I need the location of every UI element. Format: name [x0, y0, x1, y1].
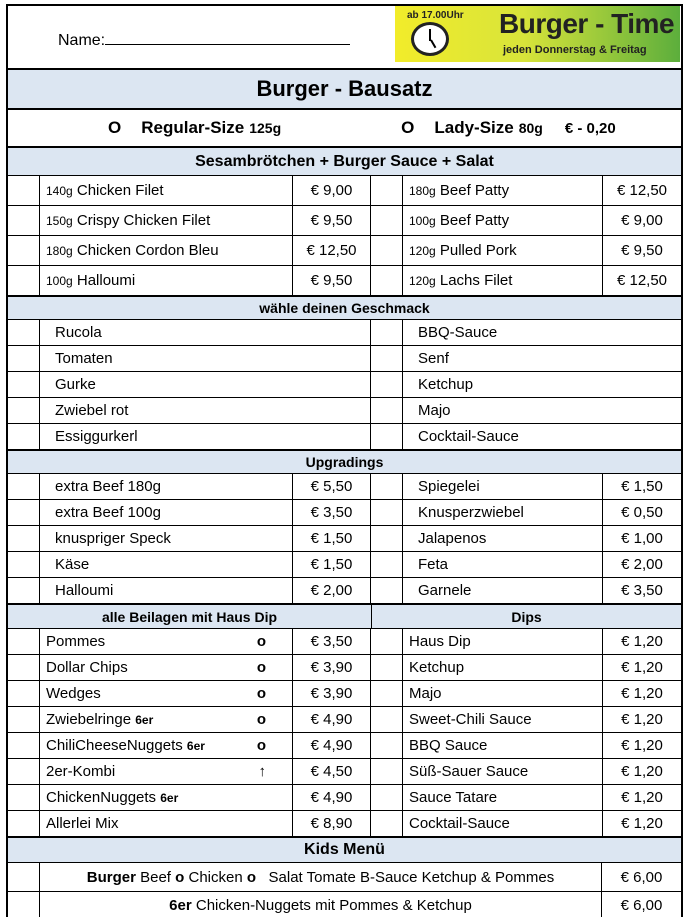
- checkbox[interactable]: [8, 236, 39, 265]
- checkbox[interactable]: [8, 552, 39, 577]
- topping: Tomaten: [39, 346, 370, 371]
- option-mark[interactable]: o: [175, 868, 185, 886]
- price: € 12,50: [292, 236, 370, 265]
- price: € 9,50: [292, 266, 370, 295]
- kids-item: [39, 863, 601, 891]
- dip-item: Sweet-Chili Sauce: [402, 707, 602, 732]
- price: € 4,90: [292, 707, 370, 732]
- item-name: Beef Patty: [439, 212, 510, 229]
- weight: 120g: [409, 273, 436, 288]
- price: € 1,50: [602, 474, 681, 499]
- topping: Rucola: [39, 320, 370, 345]
- upgrade-item: Garnele: [402, 578, 602, 603]
- taste-row: [8, 345, 681, 371]
- burger-time-logo: [395, 6, 680, 62]
- price: € 9,00: [292, 176, 370, 205]
- sides-dips-header: [8, 603, 681, 628]
- kids-row: [8, 862, 681, 891]
- weight: 150g: [46, 213, 73, 228]
- sides-header: alle Beilagen mit Haus Dip: [101, 608, 278, 625]
- item-name: ChiliCheeseNuggets: [46, 737, 183, 754]
- base-header: Sesambrötchen + Burger Sauce + Salat: [8, 146, 681, 175]
- item-name: Pulled Pork: [439, 242, 517, 259]
- price: € 1,20: [602, 785, 681, 810]
- checkbox[interactable]: [8, 707, 39, 732]
- count-tag: 6er: [160, 790, 179, 805]
- checkbox[interactable]: [370, 320, 402, 345]
- option-mark[interactable]: o: [256, 685, 266, 702]
- upgrade-item: extra Beef 100g: [39, 500, 292, 525]
- price: € 4,90: [292, 785, 370, 810]
- price: € 3,50: [292, 500, 370, 525]
- item-name: Chicken Filet: [76, 182, 164, 199]
- taste-row: [8, 319, 681, 345]
- checkbox[interactable]: [370, 474, 402, 499]
- item-name: Chicken Cordon Bleu: [76, 242, 219, 259]
- checkbox[interactable]: [8, 892, 39, 917]
- price: € 12,50: [602, 266, 681, 295]
- price: € 3,90: [292, 681, 370, 706]
- price: € 3,90: [292, 655, 370, 680]
- patty-item: [39, 236, 292, 265]
- side-item: [39, 681, 292, 706]
- price: € 1,50: [292, 552, 370, 577]
- kids-text: Beef: [135, 868, 176, 886]
- sauce: BBQ-Sauce: [402, 320, 681, 345]
- checkbox[interactable]: [370, 398, 402, 423]
- size-options: [8, 108, 681, 146]
- regular-size-weight: 125g: [249, 120, 282, 136]
- price: € 9,50: [602, 236, 681, 265]
- price: € 1,20: [602, 811, 681, 836]
- weight: 180g: [409, 183, 436, 198]
- dip-item: Süß-Sauer Sauce: [402, 759, 602, 784]
- price: € 3,50: [602, 578, 681, 603]
- checkbox[interactable]: [8, 578, 39, 603]
- logo-title: Burger - Time: [499, 8, 675, 39]
- checkbox[interactable]: [8, 320, 39, 345]
- upgrade-item: Jalapenos: [402, 526, 602, 551]
- sauce: Senf: [402, 346, 681, 371]
- price: € 6,00: [601, 863, 681, 891]
- checkbox[interactable]: [370, 578, 402, 603]
- checkbox[interactable]: [8, 398, 39, 423]
- price: € 9,00: [602, 206, 681, 235]
- checkbox[interactable]: [8, 629, 39, 654]
- checkbox[interactable]: [370, 424, 402, 449]
- price: € 1,20: [602, 759, 681, 784]
- dip-item: Majo: [402, 681, 602, 706]
- item-name: Wedges: [46, 685, 101, 702]
- upgrade-item: Halloumi: [39, 578, 292, 603]
- checkbox[interactable]: [8, 474, 39, 499]
- dip-item: Ketchup: [402, 655, 602, 680]
- logo-subtitle: jeden Donnerstag & Freitag: [503, 44, 647, 56]
- name-label: Name:: [58, 32, 106, 49]
- side-item: [39, 811, 292, 836]
- upgrade-item: Knusperzwiebel: [402, 500, 602, 525]
- clock-icon: [411, 22, 449, 56]
- upgrades-header: Upgradings: [8, 449, 681, 473]
- option-mark[interactable]: ↑: [258, 763, 266, 780]
- upgrade-row: [8, 473, 681, 499]
- kids-text: Chicken: [184, 868, 247, 886]
- checkbox[interactable]: [8, 863, 39, 891]
- sauce: Majo: [402, 398, 681, 423]
- checkbox[interactable]: [370, 176, 402, 205]
- price: € 4,50: [292, 759, 370, 784]
- dip-item: BBQ Sauce: [402, 733, 602, 758]
- checkbox[interactable]: [8, 655, 39, 680]
- price: € 9,50: [292, 206, 370, 235]
- patty-row: [8, 265, 681, 295]
- price: € 8,90: [292, 811, 370, 836]
- patty-row: [8, 175, 681, 205]
- side-row: [8, 706, 681, 732]
- checkbox[interactable]: [8, 811, 39, 836]
- taste-row: [8, 371, 681, 397]
- item-name: Zwiebelringe: [46, 711, 132, 728]
- checkbox[interactable]: [8, 681, 39, 706]
- price: € 2,00: [292, 578, 370, 603]
- upgrade-item: knuspriger Speck: [39, 526, 292, 551]
- checkbox[interactable]: [370, 372, 402, 397]
- name-field[interactable]: [105, 44, 350, 45]
- item-name: Allerlei Mix: [46, 815, 119, 832]
- side-item: [39, 629, 292, 654]
- price: € 1,50: [292, 526, 370, 551]
- lady-size-checkbox[interactable]: O: [401, 118, 415, 137]
- checkbox[interactable]: [370, 206, 402, 235]
- upgrade-item: Spiegelei: [402, 474, 602, 499]
- kids-text: Chicken-Nuggets mit Pommes & Ketchup: [191, 896, 472, 914]
- upgrade-item: extra Beef 180g: [39, 474, 292, 499]
- checkbox[interactable]: [8, 759, 39, 784]
- price: € 1,20: [602, 655, 681, 680]
- checkbox[interactable]: [370, 266, 402, 295]
- price: € 4,90: [292, 733, 370, 758]
- menu-table: [6, 68, 683, 917]
- side-item: [39, 655, 292, 680]
- upgrade-row: [8, 551, 681, 577]
- price: € 6,00: [601, 892, 681, 917]
- side-item: [39, 785, 292, 810]
- patty-row: [8, 235, 681, 265]
- taste-row: [8, 423, 681, 449]
- upgrade-row: [8, 577, 681, 603]
- patty-item: [402, 266, 602, 295]
- weight: 100g: [409, 213, 436, 228]
- item-name: Lachs Filet: [439, 272, 513, 289]
- price: € 3,50: [292, 629, 370, 654]
- price: € 1,20: [602, 681, 681, 706]
- kids-item: [39, 892, 601, 917]
- kids-header: Kids Menü: [8, 836, 681, 862]
- lady-size-label: Lady-Size: [434, 118, 514, 137]
- item-name: ChickenNuggets: [46, 789, 157, 806]
- item-name: Halloumi: [76, 272, 136, 289]
- side-row: [8, 784, 681, 810]
- count-tag: 6er: [135, 712, 154, 727]
- patty-item: [402, 176, 602, 205]
- kids-title: Burger: [86, 868, 136, 886]
- regular-size-checkbox[interactable]: O: [108, 118, 122, 137]
- price: € 1,20: [602, 707, 681, 732]
- upgrade-item: Käse: [39, 552, 292, 577]
- checkbox[interactable]: [8, 372, 39, 397]
- option-mark[interactable]: o: [256, 711, 266, 728]
- patty-item: [39, 206, 292, 235]
- price: € 1,20: [602, 733, 681, 758]
- checkbox[interactable]: [8, 266, 39, 295]
- checkbox[interactable]: [370, 346, 402, 371]
- checkbox[interactable]: [8, 346, 39, 371]
- page-title: Burger - Bausatz: [8, 70, 681, 108]
- item-name: Crispy Chicken Filet: [76, 212, 211, 229]
- price: € 12,50: [602, 176, 681, 205]
- checkbox[interactable]: [370, 811, 402, 836]
- checkbox[interactable]: [8, 176, 39, 205]
- side-item: [39, 733, 292, 758]
- patty-row: [8, 205, 681, 235]
- topping: Zwiebel rot: [39, 398, 370, 423]
- item-name: Dollar Chips: [46, 659, 128, 676]
- price: € 0,50: [602, 500, 681, 525]
- option-mark[interactable]: o: [256, 659, 266, 676]
- price: € 5,50: [292, 474, 370, 499]
- side-item: [39, 759, 292, 784]
- patty-item: [39, 176, 292, 205]
- checkbox[interactable]: [370, 500, 402, 525]
- weight: 180g: [46, 243, 73, 258]
- item-name: 2er-Kombi: [46, 763, 116, 780]
- dip-item: Haus Dip: [402, 629, 602, 654]
- lady-size-weight: 80g: [518, 120, 543, 136]
- side-row: [8, 628, 681, 654]
- dip-item: Sauce Tatare: [402, 785, 602, 810]
- side-item: [39, 707, 292, 732]
- checkbox[interactable]: [370, 785, 402, 810]
- kids-text: Salat Tomate B-Sauce Ketchup & Pommes: [256, 868, 555, 886]
- checkbox[interactable]: [8, 785, 39, 810]
- option-mark[interactable]: o: [246, 868, 257, 886]
- checkbox[interactable]: [370, 552, 402, 577]
- weight: 100g: [46, 273, 73, 288]
- patty-item: [402, 236, 602, 265]
- side-row: [8, 758, 681, 784]
- taste-header: wähle deinen Geschmack: [8, 295, 681, 319]
- price: € 2,00: [602, 552, 681, 577]
- checkbox[interactable]: [370, 526, 402, 551]
- side-row: [8, 654, 681, 680]
- item-name: Beef Patty: [439, 182, 510, 199]
- sauce: Cocktail-Sauce: [402, 424, 681, 449]
- checkbox[interactable]: [370, 759, 402, 784]
- checkbox[interactable]: [8, 733, 39, 758]
- upgrade-item: Feta: [402, 552, 602, 577]
- checkbox[interactable]: [8, 526, 39, 551]
- checkbox[interactable]: [370, 733, 402, 758]
- checkbox[interactable]: [370, 655, 402, 680]
- price: € 1,20: [602, 629, 681, 654]
- upgrade-row: [8, 499, 681, 525]
- lady-size-price: € - 0,20: [564, 119, 616, 137]
- checkbox[interactable]: [370, 681, 402, 706]
- option-mark[interactable]: o: [256, 737, 266, 754]
- sauce: Ketchup: [402, 372, 681, 397]
- kids-row: [8, 891, 681, 917]
- topping: Essiggurkerl: [39, 424, 370, 449]
- dip-item: Cocktail-Sauce: [402, 811, 602, 836]
- taste-row: [8, 397, 681, 423]
- patty-item: [39, 266, 292, 295]
- kids-title: 6er: [169, 896, 192, 914]
- checkbox[interactable]: [8, 500, 39, 525]
- option-mark[interactable]: o: [256, 633, 266, 650]
- checkbox[interactable]: [370, 707, 402, 732]
- side-row: [8, 680, 681, 706]
- side-row: [8, 732, 681, 758]
- checkbox[interactable]: [370, 236, 402, 265]
- regular-size-label: Regular-Size: [141, 118, 245, 137]
- weight: 120g: [409, 243, 436, 258]
- checkbox[interactable]: [8, 424, 39, 449]
- upgrade-row: [8, 525, 681, 551]
- weight: 140g: [46, 183, 73, 198]
- checkbox[interactable]: [8, 206, 39, 235]
- item-name: Pommes: [46, 633, 106, 650]
- patty-item: [402, 206, 602, 235]
- dips-header: Dips: [371, 605, 681, 628]
- price: € 1,00: [602, 526, 681, 551]
- topping: Gurke: [39, 372, 370, 397]
- count-tag: 6er: [186, 738, 205, 753]
- side-row: [8, 810, 681, 836]
- checkbox[interactable]: [370, 629, 402, 654]
- logo-time: ab 17.00Uhr: [407, 10, 464, 21]
